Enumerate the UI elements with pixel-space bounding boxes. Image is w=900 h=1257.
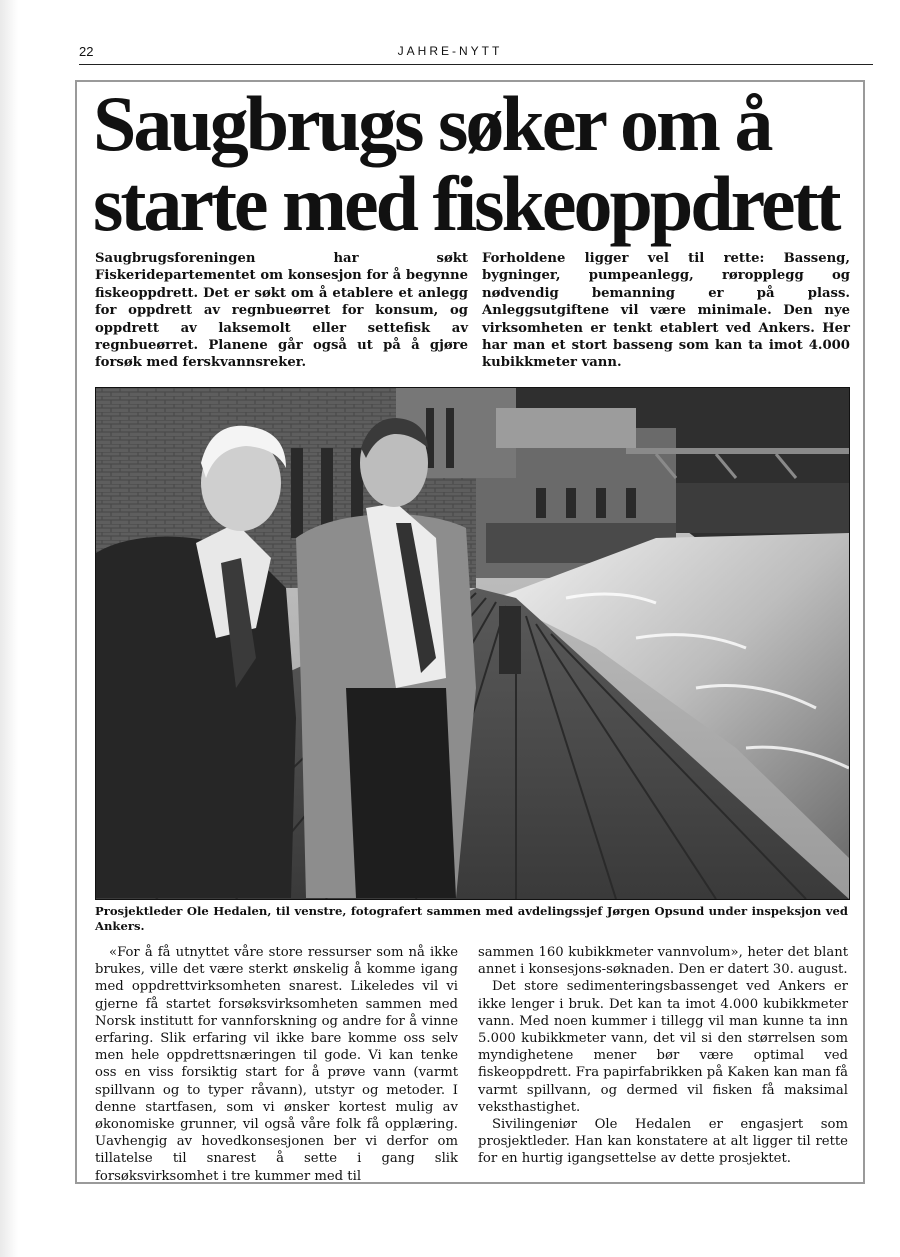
body-paragraph: Det store sedimenteringsbassenget ved Ankers er ikke lenger i bruk. Det kan ta imot 4.000 kubikkmeter vann. Med noen kummer i tillegg vil man kunne ta inn 5.000 kubikkmeter vann, det vil si den størrelsen som myndighetene mener bør være optimal ved fiskeoppdrett. Fra papirfabrikken på Kaken kan man få varmt spillvann, og dermed vil fisken få maksimal veksthastighet. xyxy=(478,979,848,1115)
body-paragraph: Sivilingeniør Ole Hedalen er engasjert som prosjektleder. Han kan konstatere at alt ligger til rette for en hurtig igangsettelse av dette prosjektet. xyxy=(478,1117,848,1167)
headline-line-1: Saugbrugs søker om å xyxy=(93,80,771,167)
lead-paragraph-right: Forholdene ligger vel til rette: Basseng, bygninger, pumpeanlegg, røropplegg og nødvendig bemanning er på plass. Anleggsutgiftene vil være minimale. Den nye virksomheten er tenkt etablert ved Ankers. Her har man et stort basseng som kan ta imot 4.000 kubikkmeter vann. xyxy=(482,251,850,371)
article-photo xyxy=(95,387,850,900)
page-number: 22 xyxy=(79,44,94,59)
lead-paragraph-left: Saugbrugsforeningen har søkt Fiskeridepartementet om konsesjon for å begynne fiskeoppdrett. Det er søkt om å etablere et anlegg for oppdrett av regnbueørret for konsum, og oppdrett av laksemolt eller settefisk av regnbueørret. Planene går også ut på å gjøre forsøk med ferskvannsreker. xyxy=(95,251,468,371)
headline xyxy=(93,80,863,247)
body-column-left xyxy=(95,944,458,1185)
body-column-right xyxy=(478,944,848,1168)
body-paragraph: «For å få utnyttet våre store ressurser som nå ikke brukes, ville det være sterkt ønskelig å komme igang med oppdrettvirksomheten snarest. Likeledes vil vi gjerne få startet forsøksvirksomheten sammen med Norsk institutt for vannforskning og andre for å vinne erfaring. Slik erfaring vil ikke bare komme oss selv men hele oppdrettsnæringen til gode. Vi kan tenke oss en viss forsiktig start for å prøve vann (varmt spillvann og to typer råvann), utstyr og metoder. I denne startfasen, som vi ønsker kortest mulig av økonomiske grunner, vil også våre folk få opplæring. Uavhengig av hovedkonsesjonen ber vi derfor om tillatelse til snarest å sette i gang slik forsøksvirksomhet i tre kummer med til xyxy=(95,945,458,1184)
headline-line-2: starte med fiskeoppdrett xyxy=(93,160,839,247)
header-rule xyxy=(79,64,873,65)
body-paragraph: sammen 160 kubikkmeter vannvolum», heter det blant annet i konsesjons-søknaden. Den er datert 30. august. xyxy=(478,945,848,978)
scan-edge-shadow xyxy=(0,0,18,1257)
running-header: JAHRE-NYTT xyxy=(397,44,503,58)
photo-caption: Prosjektleder Ole Hedalen, til venstre, fotografert sammen med avdelingssjef Jørgen Opsund under inspeksjon ved Ankers. xyxy=(95,904,848,933)
